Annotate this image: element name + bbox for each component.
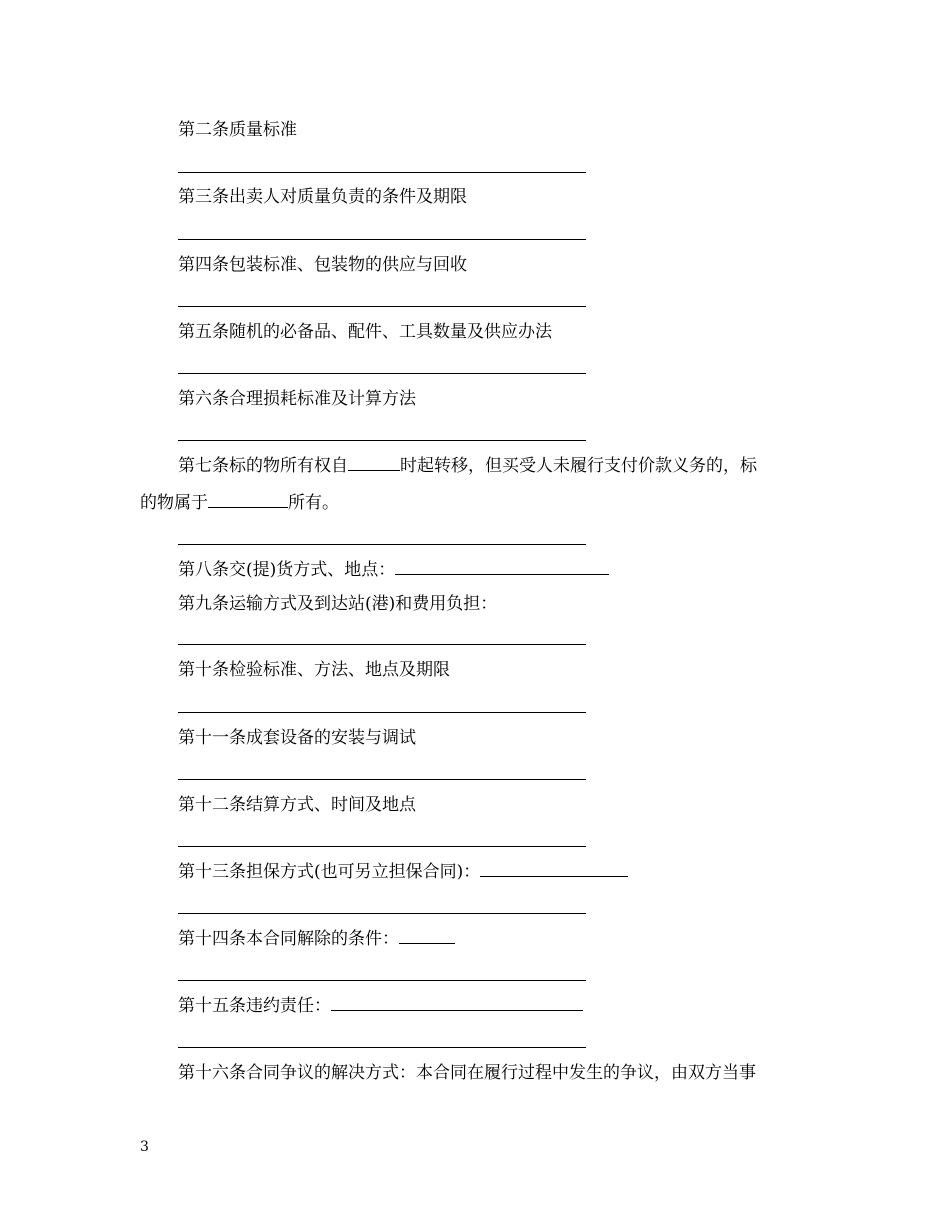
clause-8-text: 第八条交(提)货方式、地点：	[178, 560, 396, 580]
blank-field	[208, 492, 288, 508]
fill-line	[178, 980, 586, 981]
clause-15-text: 第十五条违约责任：	[178, 996, 331, 1016]
blank-field	[399, 928, 455, 944]
fill-line	[178, 913, 586, 914]
blank-field	[395, 559, 609, 575]
clause-12: 第十二条结算方式、时间及地点	[178, 795, 416, 815]
fill-line	[178, 373, 586, 374]
clause-9: 第九条运输方式及到达站(港)和费用负担：	[178, 594, 498, 614]
clause-5: 第五条随机的必备品、配件、工具数量及供应办法	[178, 322, 552, 342]
clause-15	[178, 995, 583, 1017]
blank-field	[480, 861, 628, 877]
blank-field	[331, 995, 583, 1011]
fill-line	[178, 172, 586, 173]
fill-line	[178, 544, 586, 545]
fill-line	[178, 440, 586, 441]
clause-14-text: 第十四条本合同解除的条件：	[178, 929, 399, 949]
fill-line	[178, 239, 586, 240]
fill-line	[178, 1047, 586, 1048]
clause-7-text-d: 所有。	[288, 493, 339, 513]
fill-line	[178, 846, 586, 847]
clause-7-text-b: 时起转移，但买受人未履行支付价款义务的，标	[400, 456, 757, 476]
clause-4: 第四条包装标准、包装物的供应与回收	[178, 255, 467, 275]
clause-16: 第十六条合同争议的解决方式：本合同在履行过程中发生的争议，由双方当事	[178, 1063, 756, 1083]
fill-line	[178, 779, 586, 780]
clause-2: 第二条质量标准	[178, 120, 297, 140]
clause-6: 第六条合理损耗标准及计算方法	[178, 389, 416, 409]
fill-line	[178, 644, 586, 645]
clause-7-line-1	[178, 455, 757, 477]
clause-3: 第三条出卖人对质量负责的条件及期限	[178, 187, 467, 207]
clause-7-line-2	[140, 492, 339, 514]
clause-13	[178, 861, 628, 883]
page-number: 3	[140, 1139, 149, 1155]
clause-7-text-c: 的物属于	[140, 493, 208, 513]
fill-line	[178, 306, 586, 307]
blank-field	[348, 455, 400, 471]
clause-13-text: 第十三条担保方式(也可另立担保合同)：	[178, 862, 481, 882]
clause-10: 第十条检验标准、方法、地点及期限	[178, 660, 450, 680]
clause-8	[178, 559, 609, 581]
clause-14	[178, 928, 455, 950]
fill-line	[178, 712, 586, 713]
clause-7-text-a: 第七条标的物所有权自	[178, 456, 348, 476]
clause-11: 第十一条成套设备的安装与调试	[178, 728, 416, 748]
